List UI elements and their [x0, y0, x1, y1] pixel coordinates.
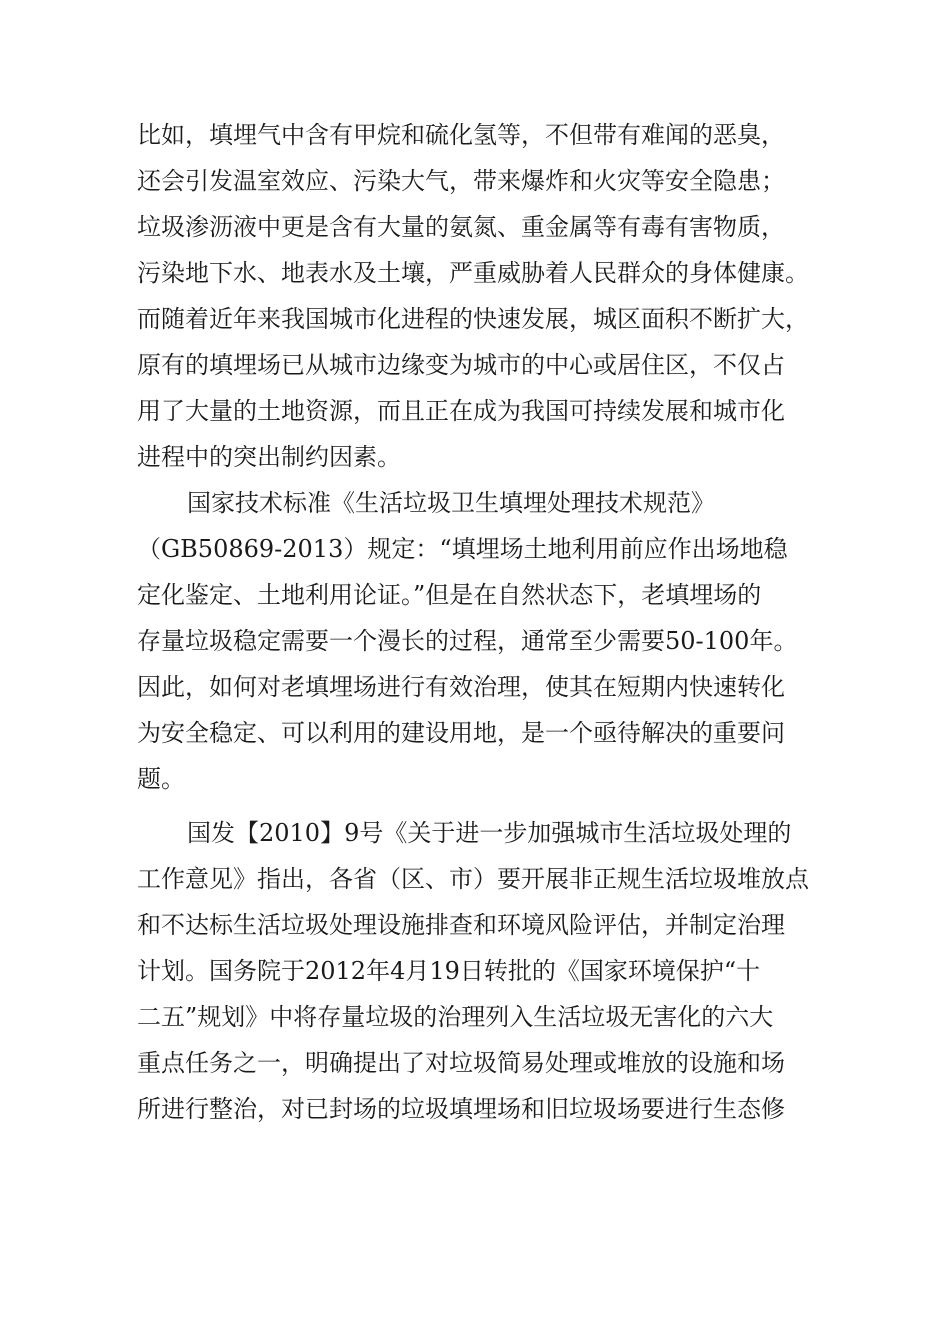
paragraph-line: 而随着近年来我国城市化进程的快速发展，城区面积不断扩大， [137, 305, 809, 333]
paragraph-line: 重点任务之一，明确提出了对垃圾简易处理或堆放的设施和场 [137, 1049, 785, 1077]
paragraph-line: 垃圾渗沥液中更是含有大量的氨氮、重金属等有毒有害物质， [137, 213, 785, 241]
paragraph-2 [137, 480, 847, 802]
paragraph-line: 因此，如何对老填埋场进行有效治理，使其在短期内快速转化 [137, 673, 785, 701]
paragraph-line: 题。 [137, 765, 185, 793]
paragraph-line: 计划。国务院于2012年4月19日转批的《国家环境保护“十 [137, 957, 761, 985]
paragraph-line: 所进行整治，对已封场的垃圾填埋场和旧垃圾场要进行生态修 [137, 1095, 785, 1123]
paragraph-line: 工作意见》指出，各省（区、市）要开展非正规生活垃圾堆放点 [137, 865, 809, 893]
paragraph-line: 用了大量的土地资源，而且正在成为我国可持续发展和城市化 [137, 397, 785, 425]
paragraph-line: 二五”规划》中将存量垃圾的治理列入生活垃圾无害化的六大 [137, 1003, 774, 1031]
paragraph-line: 和不达标生活垃圾处理设施排查和环境风险评估，并制定治理 [137, 911, 785, 939]
document-body [137, 112, 847, 1132]
paragraph-line: 进程中的突出制约因素。 [137, 443, 401, 471]
paragraph-line: 国家技术标准《生活垃圾卫生填埋处理技术规范》 [187, 489, 715, 517]
paragraph-line: 国发【2010】9号《关于进一步加强城市生活垃圾处理的 [187, 819, 792, 847]
paragraph-1 [137, 112, 847, 480]
paragraph-3 [137, 810, 847, 1132]
paragraph-line: 为安全稳定、可以利用的建设用地，是一个亟待解决的重要问 [137, 719, 785, 747]
paragraph-line: 定化鉴定、土地利用论证。”但是在自然状态下，老填埋场的 [137, 581, 762, 609]
paragraph-line: 存量垃圾稳定需要一个漫长的过程，通常至少需要50-100年。 [137, 627, 798, 655]
paragraph-line: （GB50869-2013）规定：“填埋场土地利用前应作出场地稳 [137, 535, 788, 563]
paragraph-line: 还会引发温室效应、污染大气，带来爆炸和火灾等安全隐患； [137, 167, 785, 195]
paragraph-line: 原有的填埋场已从城市边缘变为城市的中心或居住区，不仅占 [137, 351, 785, 379]
paragraph-line: 污染地下水、地表水及土壤，严重威胁着人民群众的身体健康。 [137, 259, 809, 287]
paragraph-line: 比如，填埋气中含有甲烷和硫化氢等，不但带有难闻的恶臭， [137, 121, 785, 149]
